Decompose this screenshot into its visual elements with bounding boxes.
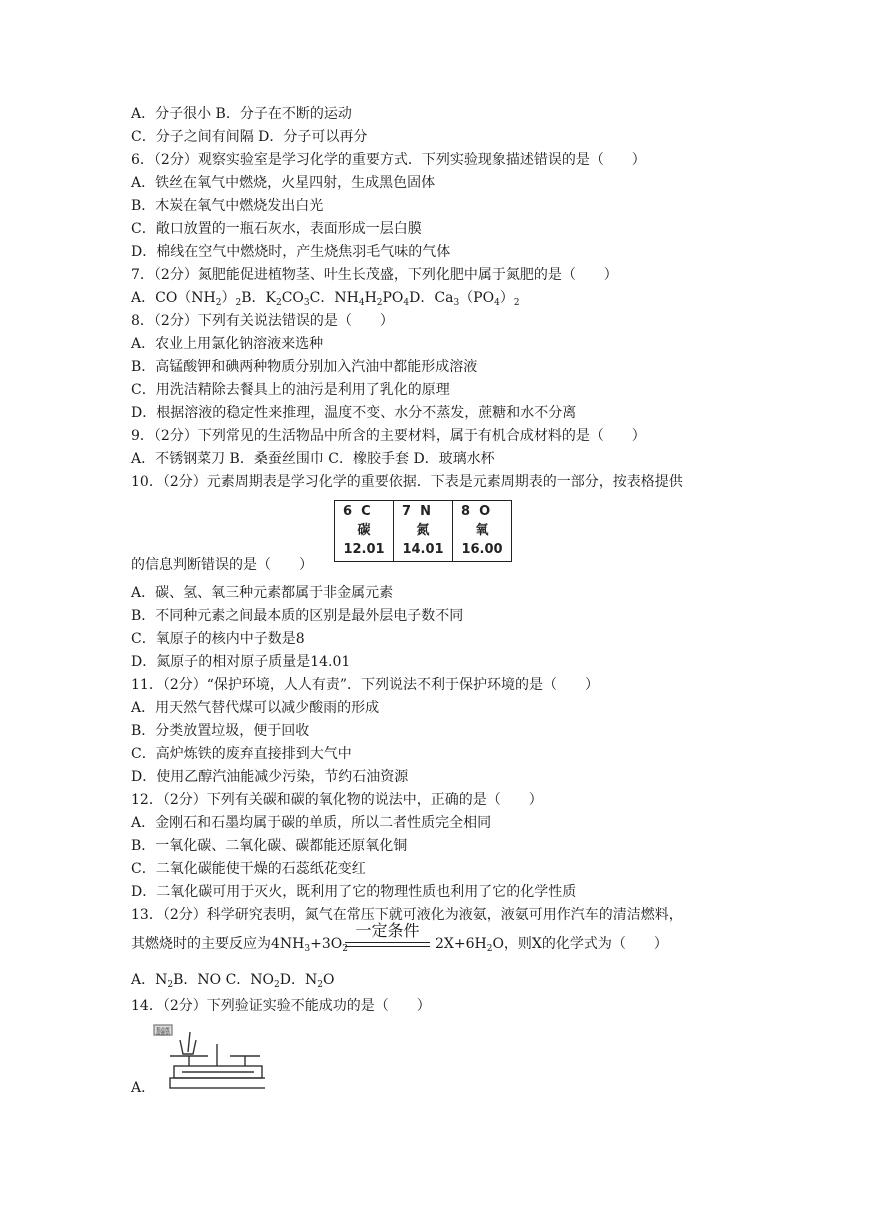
q13-stem: 13．（2分）科学研究表明，氮气在常压下就可液化为液氨，液氨可用作汽车的清洁燃料， xyxy=(131,907,683,923)
q10-option-d: D．氮原子的相对原子质量是14.01 xyxy=(131,654,351,670)
label-top: 稀盐酸 xyxy=(156,1028,170,1033)
q8-option-c: C．用洗洁精除去餐具上的油污是利用了乳化的原理 xyxy=(131,382,450,398)
q13-equation: 其燃烧时的主要反应为$4NH_3+3O_2$ $2X+6H_2O$，则X的化学式为（ ） xyxy=(131,936,668,954)
periodic-table-excerpt xyxy=(334,500,512,562)
q8-option-d: D．根据溶液的稳定性来推理，温度不变、水分不蒸发，蔗糖和水不分离 xyxy=(131,405,577,421)
element-cell-nitrogen: 7 N 氮 14.01 xyxy=(394,501,453,562)
q11-option-a: A．用天然气替代煤可以减少酸雨的形成 xyxy=(131,700,380,716)
q7-stem: 7．（2分）氮肥能促进植物茎、叶生长茂盛，下列化肥中属于氮肥的是（ ） xyxy=(131,267,618,283)
balance-drawing xyxy=(154,1025,265,1088)
reaction-condition-label: 一定条件 xyxy=(355,921,420,940)
q9-options: A．不锈钢菜刀 B．桑蚕丝围巾 C．橡胶手套 D．玻璃水杯 xyxy=(131,451,495,467)
q8-stem: 8．（2分）下列有关说法错误的是（ ） xyxy=(131,313,394,329)
q10-option-a: A．碳、氢、氧三种元素都属于非金属元素 xyxy=(131,585,394,601)
equals-bar-top xyxy=(345,942,430,943)
q8-option-b: B．高锰酸钾和碘两种物质分别加入汽油中都能形成溶液 xyxy=(131,359,478,375)
element-cell-oxygen: 8 O 氧 16.00 xyxy=(453,501,512,562)
balance-base xyxy=(170,1078,265,1088)
q12-option-a: A．金刚石和石墨均属于碳的单质，所以二者性质完全相同 xyxy=(131,815,492,831)
q12-option-d: D．二氧化碳可用于灭火，既利用了它的物理性质也利用了它的化学性质 xyxy=(131,884,577,900)
element-cell-carbon: 6 C 碳 12.01 xyxy=(335,501,394,562)
q10-stem-cont: 的信息判断错误的是（ ） xyxy=(131,557,313,573)
q6-stem: 6．（2分）观察实验室是学习化学的重要方式．下列实验现象描述错误的是（ ） xyxy=(131,152,646,168)
q9-stem: 9．（2分）下列常见的生活物品中所含的主要材料，属于有机合成材料的是（ ） xyxy=(131,428,646,444)
reaction-condition-arrow xyxy=(345,922,430,952)
q11-option-c: C．高炉炼铁的废弃直接排到大气中 xyxy=(131,746,352,762)
q5-options-cd: C．分子之间有间隔 D．分子可以再分 xyxy=(131,129,368,145)
q6-option-b: B．木炭在氧气中燃烧发出白光 xyxy=(131,198,324,214)
q6-option-a: A．铁丝在氧气中燃烧，火星四射，生成黑色固体 xyxy=(131,175,436,191)
q12-option-c: C．二氧化碳能使干燥的石蕊纸花变红 xyxy=(131,861,366,877)
q13-options: A．$N_2B$．NO C．$NO_2D$．$N_2O$ xyxy=(131,972,335,990)
q6-option-d: D．棉线在空气中燃烧时，产生烧焦羽毛气味的气体 xyxy=(131,244,451,260)
q14-option-a: A． xyxy=(131,1080,156,1096)
q7-options: A．$CO(NH_2)_2B$．$K_2CO_3C$．$NH_4H_2PO_4D$．$Ca_3(PO_4)_2$ xyxy=(131,290,520,308)
label-bottom: 碳酸钠 xyxy=(156,1032,170,1037)
q8-option-a: A．农业上用氯化钠溶液来选种 xyxy=(131,336,324,352)
q10-option-b: B．不同种元素之间最本质的区别是最外层电子数不同 xyxy=(131,608,464,624)
q6-option-c: C．敞口放置的一瓶石灰水，表面形成一层白膜 xyxy=(131,221,422,237)
q12-option-b: B．一氧化碳、二氧化碳、碳都能还原氧化铜 xyxy=(131,838,408,854)
balance-apparatus-image xyxy=(150,1022,265,1097)
q5-options-ab: A．分子很小 B．分子在不断的运动 xyxy=(131,106,352,122)
equals-bar-bottom xyxy=(345,946,430,947)
q11-option-b: B．分类放置垃圾，便于回收 xyxy=(131,723,310,739)
q10-option-c: C．氧原子的核内中子数是8 xyxy=(131,631,305,647)
q11-option-d: D．使用乙醇汽油能减少污染，节约石油资源 xyxy=(131,769,409,785)
q12-stem: 12．（2分）下列有关碳和碳的氧化物的说法中，正确的是（ ） xyxy=(131,792,543,808)
test-tube xyxy=(188,1032,190,1052)
q10-stem: 10．（2分）元素周期表是学习化学的重要依据．下表是元素周期表的一部分，按表格提供 xyxy=(131,474,683,490)
q11-stem: 11．（2分）“保护环境，人人有责”．下列说法不利于保护环境的是（ ） xyxy=(131,677,600,693)
q14-stem: 14．（2分）下列验证实验不能成功的是（ ） xyxy=(131,998,431,1014)
